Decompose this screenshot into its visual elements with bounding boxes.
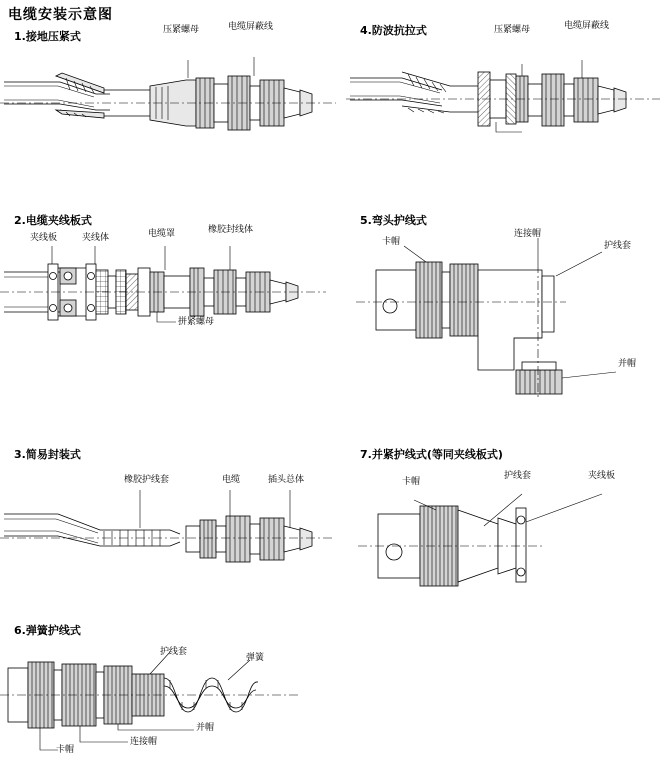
panel-6-label-0: 护线套: [160, 647, 188, 657]
panel-5-label-3: 并帽: [618, 359, 637, 369]
panel-4-label-1: 电缆屏蔽线: [564, 21, 610, 31]
panel-7: [346, 446, 666, 616]
panel-7-label-2: 夹线板: [588, 471, 616, 481]
panel-6-label-1: 弹簧: [246, 653, 265, 663]
panel-5-label-1: 连接帽: [514, 229, 542, 239]
panel-5-title: 5.弯头护线式: [360, 214, 427, 227]
panel-3-label-0: 橡胶护线套: [124, 475, 170, 485]
panel-6-title: 6.弹簧护线式: [14, 624, 81, 637]
panel-5-label-2: 护线套: [604, 241, 632, 251]
panel-6-label-4: 卡帽: [56, 745, 75, 755]
panel-6: [0, 622, 340, 772]
panel-4-label-0: 压紧螺母: [494, 25, 531, 35]
panel-1: [0, 22, 340, 168]
panel-3-label-2: 插头总体: [268, 475, 305, 485]
panel-3-label-1: 电缆: [222, 475, 241, 485]
panel-4-title: 4.防波抗拉式: [360, 24, 427, 37]
panel-1-label-0: 压紧螺母: [163, 25, 200, 35]
panel-2-title: 2.电缆夹线板式: [14, 214, 92, 227]
panel-2: [0, 212, 340, 372]
panel-4: [346, 22, 666, 172]
panel-6-label-3: 连接帽: [130, 737, 158, 747]
panel-2-label-4: 拼紧螺母: [178, 317, 215, 327]
panel-3-title: 3.简易封装式: [14, 448, 81, 461]
panel-5-label-0: 卡帽: [382, 237, 401, 247]
panel-2-label-1: 夹线体: [82, 233, 110, 243]
panel-6-label-2: 并帽: [196, 723, 215, 733]
panel-7-label-1: 护线套: [504, 471, 532, 481]
panel-2-label-3: 橡胶封线体: [208, 225, 254, 235]
panel-5: [346, 212, 666, 402]
page-title: 电缆安装示意图: [8, 7, 113, 23]
panel-2-label-2: 电缆罩: [148, 229, 176, 239]
panel-7-title: 7.并紧护线式(等同夹线板式): [360, 448, 503, 461]
panel-3: [0, 446, 340, 606]
panel-1-label-1: 电缆屏蔽线: [228, 22, 274, 32]
panel-1-title: 1.接地压紧式: [14, 30, 81, 43]
panel-7-label-0: 卡帽: [402, 477, 421, 487]
panel-2-label-0: 夹线板: [30, 233, 58, 243]
